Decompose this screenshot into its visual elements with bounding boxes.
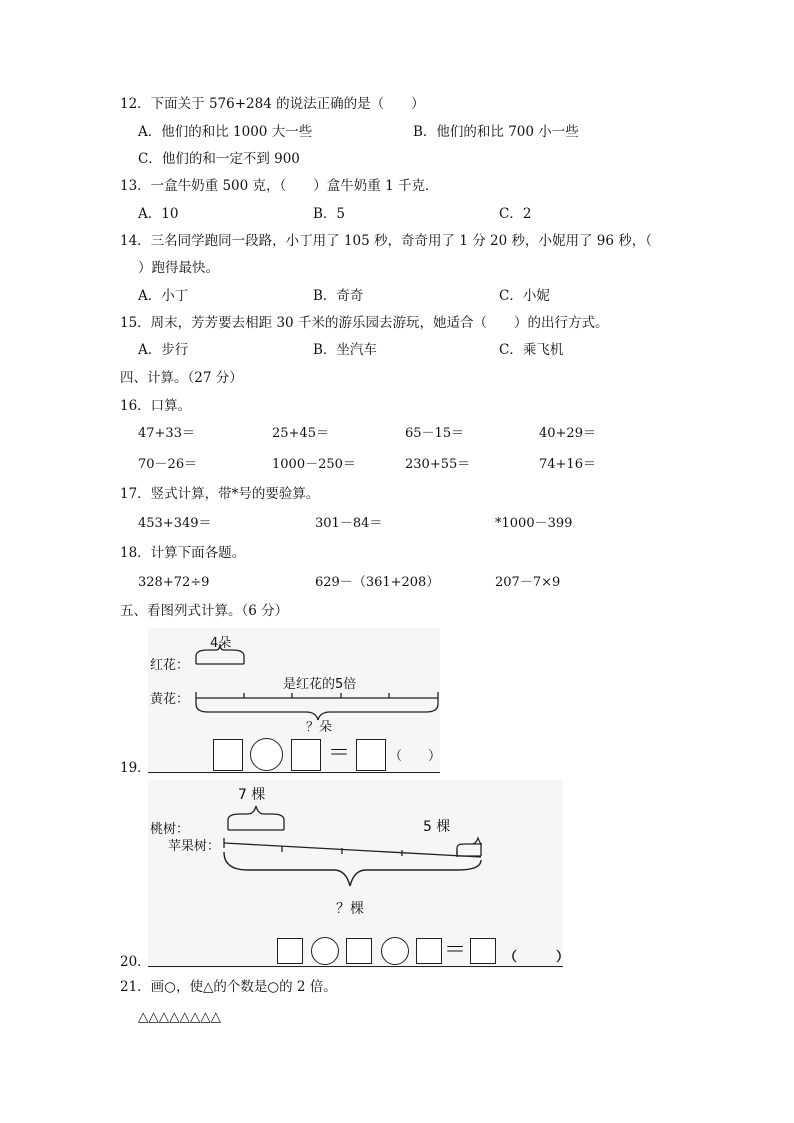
question-label: ？朵 xyxy=(306,720,333,735)
answer-box[interactable] xyxy=(213,739,243,771)
answer-box[interactable] xyxy=(356,739,386,771)
q16-item: 65－15＝ xyxy=(405,426,465,441)
q14-option-b: B．奇奇 xyxy=(313,288,364,304)
q12-text: 12．下面关于 576+284 的说法正确的是（ ） xyxy=(120,96,425,112)
q17-title: 17．竖式计算，带*号的要验算。 xyxy=(120,486,320,502)
equals-sign: ＝ xyxy=(444,938,467,963)
q20-number: 20． xyxy=(120,954,151,970)
triangle-row: △△△△△△△△ xyxy=(138,1009,222,1025)
section-4-heading: 四、计算。（27 分） xyxy=(120,370,243,386)
q18-item: 629－（361+208） xyxy=(315,575,440,590)
q20-answer-line xyxy=(148,966,563,967)
answer-box[interactable] xyxy=(291,739,321,771)
answer-box[interactable] xyxy=(416,938,442,964)
equals-sign: ＝ xyxy=(328,741,351,766)
operator-circle[interactable] xyxy=(311,937,339,965)
operator-circle[interactable] xyxy=(381,937,409,965)
q15-option-c: C．乘飞机 xyxy=(499,342,564,358)
question-label: ？棵 xyxy=(336,901,364,917)
q15-text: 15．周末，芳芳要去相距 30 千米的游乐园去游玩，她适合（ ）的出行方式。 xyxy=(120,315,609,331)
unit-paren: （ ） xyxy=(504,950,570,965)
q19-answer-line xyxy=(148,772,440,773)
q21-text: 21．画○，使△的个数是○的 2 倍。 xyxy=(120,979,337,995)
yellow-flower-label: 黄花： xyxy=(150,692,190,707)
q17-item: *1000－399 xyxy=(495,516,573,531)
q12-option-c: C．他们的和一定不到 900 xyxy=(138,151,300,167)
q16-title: 16．口算。 xyxy=(120,398,192,414)
q13-text: 13．一盒牛奶重 500 克，（ ）盒牛奶重 1 千克． xyxy=(120,178,439,194)
apple-tree-label: 苹果树： xyxy=(168,839,221,854)
red-flower-label: 红花： xyxy=(150,658,190,673)
answer-box[interactable] xyxy=(346,938,372,964)
q16-item: 40+29＝ xyxy=(539,426,596,441)
q16-item: 47+33＝ xyxy=(138,426,195,441)
q16-item: 25+45＝ xyxy=(272,426,329,441)
peach-count-label: 7 棵 xyxy=(238,787,266,803)
times-label: 是红花的5倍 xyxy=(283,677,357,692)
q17-item: 301－84＝ xyxy=(315,516,383,531)
q14-text-line1: 14．三名同学跑同一段路，小丁用了 105 秒，奇奇用了 1 分 20 秒，小妮用了 96 秒，（ xyxy=(120,233,652,249)
q15-option-a: A．步行 xyxy=(138,342,189,358)
q13-option-a: A．10 xyxy=(138,206,179,222)
q19-number: 19． xyxy=(120,760,151,776)
q16-item: 74+16＝ xyxy=(539,457,596,472)
q12-option-a: A．他们的和比 1000 大一些 xyxy=(138,124,313,140)
answer-box[interactable] xyxy=(470,938,496,964)
peach-tree-label: 桃树： xyxy=(150,822,190,837)
red-count-label: 4朵 xyxy=(210,636,232,651)
unit-paren: （ ） xyxy=(389,749,442,764)
q16-item: 1000－250＝ xyxy=(272,457,356,472)
answer-box[interactable] xyxy=(277,938,303,964)
q17-item: 453+349＝ xyxy=(138,516,212,531)
section-5-heading: 五、看图列式计算。（6 分） xyxy=(120,603,289,619)
q15-option-b: B．坐汽车 xyxy=(313,342,377,358)
q14-text-line2: ）跑得最快。 xyxy=(138,260,219,276)
difference-label: 5 棵 xyxy=(423,819,451,835)
q13-option-b: B．5 xyxy=(313,206,346,222)
q14-option-c: C．小妮 xyxy=(499,288,550,304)
q12-option-b: B．他们的和比 700 小一些 xyxy=(413,124,579,140)
q18-title: 18．计算下面各题。 xyxy=(120,545,246,561)
q16-item: 70－26＝ xyxy=(138,457,198,472)
q16-item: 230+55＝ xyxy=(405,457,471,472)
q13-option-c: C．2 xyxy=(499,206,532,222)
q18-item: 328+72÷9 xyxy=(138,575,210,590)
q18-item: 207－7×9 xyxy=(495,575,561,590)
operator-circle[interactable] xyxy=(250,738,283,771)
q14-option-a: A．小丁 xyxy=(138,288,189,304)
